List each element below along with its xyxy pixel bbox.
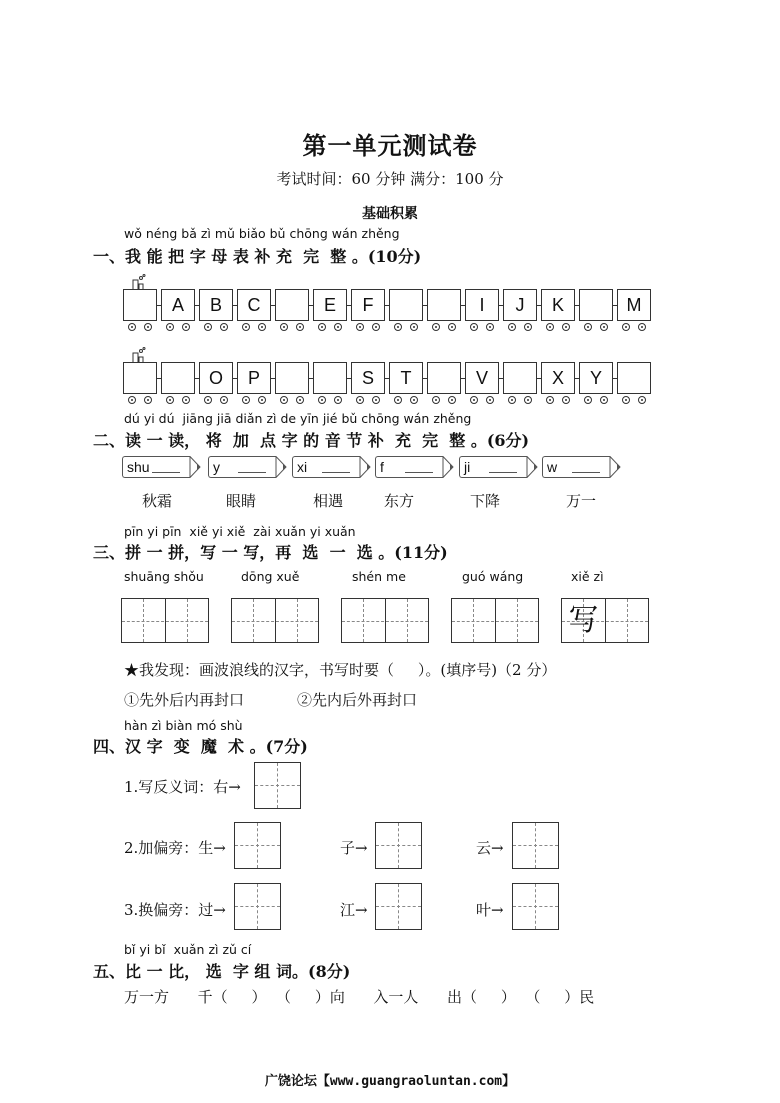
wheel-icon	[470, 396, 478, 404]
sample-character: 写	[568, 603, 599, 638]
wheel-icon	[508, 396, 516, 404]
writing-grid[interactable]	[121, 598, 209, 643]
wheel-icon	[394, 396, 402, 404]
wheel-icon	[524, 396, 532, 404]
train-car: A	[161, 289, 195, 321]
train-car	[313, 362, 347, 394]
writing-grid[interactable]	[231, 598, 319, 643]
vocab-word: 秋霜	[142, 492, 173, 510]
wheel-icon	[128, 396, 136, 404]
option-2: ②先内后外再封口	[297, 691, 418, 709]
train-car	[389, 289, 423, 321]
answer-blank[interactable]	[489, 472, 517, 473]
pinyin-pencil	[208, 456, 288, 480]
chimney-icon	[130, 347, 146, 363]
q5-pinyin: bǐ yi bǐ xuǎn zì zǔ cí	[124, 942, 252, 957]
wheel-icon	[372, 323, 380, 331]
wheel-icon	[258, 396, 266, 404]
answer-box[interactable]	[512, 883, 559, 930]
wheel-icon	[584, 396, 592, 404]
wheel-icon	[562, 396, 570, 404]
answer-box[interactable]	[512, 822, 559, 869]
train-car	[161, 362, 195, 394]
page-title: 第一单元测试卷	[302, 131, 478, 160]
pinyin-group: guó wáng	[462, 569, 524, 584]
train-engine	[123, 289, 157, 321]
wheel-icon	[356, 396, 364, 404]
pinyin-pencil	[292, 456, 372, 480]
q5-heading: 五、比 一 比， 选 字 组 词。(8分)	[93, 962, 351, 981]
train-car: V	[465, 362, 499, 394]
pencil-text: shu	[122, 456, 186, 478]
wheel-icon	[508, 323, 516, 331]
train-car: C	[237, 289, 271, 321]
wheel-icon	[144, 323, 152, 331]
train-car	[275, 362, 309, 394]
wheel-icon	[296, 396, 304, 404]
wheel-icon	[204, 323, 212, 331]
q4-heading: 四、汉 字 变 魔 术 。(7分)	[93, 737, 308, 756]
train-car	[579, 289, 613, 321]
q2-heading: 二、读 一 读， 将 加 点 字 的 音 节 补 充 完 整 。(6分)	[93, 431, 530, 450]
train-car	[427, 362, 461, 394]
wheel-icon	[128, 323, 136, 331]
q4-row2-b: 子→	[340, 839, 368, 857]
pencil-text: xi	[292, 456, 356, 478]
train-car: J	[503, 289, 537, 321]
train-car: M	[617, 289, 651, 321]
footer	[0, 1070, 780, 1089]
pinyin-group: xiě zì	[571, 569, 604, 584]
wheel-icon	[410, 323, 418, 331]
wheel-icon	[448, 396, 456, 404]
wheel-icon	[182, 323, 190, 331]
exam-info: 考试时间：60 分钟 满分：100 分	[276, 170, 504, 188]
wheel-icon	[296, 323, 304, 331]
answer-box[interactable]	[234, 822, 281, 869]
wheel-icon	[258, 323, 266, 331]
wheel-icon	[600, 396, 608, 404]
q4-row2-label: 2.加偏旁：生→	[124, 839, 226, 857]
wheel-icon	[600, 323, 608, 331]
chimney-icon	[130, 274, 146, 290]
wheel-icon	[394, 323, 402, 331]
option-1: ①先外后内再封口	[124, 691, 245, 709]
wheel-icon	[318, 323, 326, 331]
pencil-tip-icon	[184, 456, 202, 478]
answer-blank[interactable]	[238, 472, 266, 473]
train-car: S	[351, 362, 385, 394]
wheel-icon	[280, 396, 288, 404]
train-car	[617, 362, 651, 394]
vocab-word: 眼睛	[226, 492, 257, 510]
writing-grid[interactable]	[341, 598, 429, 643]
wheel-icon	[524, 323, 532, 331]
footer-prefix: 广饶论坛【	[264, 1074, 330, 1089]
pencil-text: f	[375, 456, 439, 478]
vocab-word: 下降	[470, 492, 501, 510]
wheel-icon	[622, 323, 630, 331]
pinyin-pencil	[122, 456, 202, 480]
q1-pinyin: wǒ néng bǎ zì mǔ biǎo bǔ chōng wán zhěng	[124, 226, 400, 241]
train-car: I	[465, 289, 499, 321]
train-car: X	[541, 362, 575, 394]
train-car: P	[237, 362, 271, 394]
wheel-icon	[242, 396, 250, 404]
q4-row3-b: 江→	[340, 901, 368, 919]
pinyin-group: dōng xuě	[241, 569, 300, 584]
pencil-text: ji	[459, 456, 523, 478]
wheel-icon	[448, 323, 456, 331]
q2-pinyin: dú yi dú jiāng jiā diǎn zì de yīn jié bǔ chōng wán zhěng	[124, 411, 472, 426]
train-car: K	[541, 289, 575, 321]
pencil-tip-icon	[604, 456, 622, 478]
writing-grid[interactable]	[451, 598, 539, 643]
wheel-icon	[220, 396, 228, 404]
wheel-icon	[638, 323, 646, 331]
q4-row2-c: 云→	[476, 839, 504, 857]
q5-word-line: 万一方 千（ ） （ ）向 入一人 出（ ） （ ）民	[124, 988, 595, 1006]
train-car	[427, 289, 461, 321]
wheel-icon	[166, 396, 174, 404]
train-car: F	[351, 289, 385, 321]
pencil-tip-icon	[521, 456, 539, 478]
wheel-icon	[470, 323, 478, 331]
footer-suffix: 】	[502, 1074, 516, 1089]
wheel-icon	[280, 323, 288, 331]
wheel-icon	[182, 396, 190, 404]
train-car: E	[313, 289, 347, 321]
vocab-word: 相遇	[313, 492, 344, 510]
pencil-text: y	[208, 456, 272, 478]
pinyin-group: shuāng shǒu	[124, 569, 204, 584]
answer-blank[interactable]	[152, 472, 180, 473]
wheel-icon	[410, 396, 418, 404]
wheel-icon	[334, 323, 342, 331]
train-car: O	[199, 362, 233, 394]
wheel-icon	[432, 323, 440, 331]
train-car	[275, 289, 309, 321]
q4-row3-label: 3.换偏旁：过→	[124, 901, 226, 919]
q4-pinyin: hàn zì biàn mó shù	[124, 718, 243, 733]
answer-blank[interactable]	[572, 472, 600, 473]
footer-url[interactable]: www.guangraoluntan.com	[329, 1074, 503, 1089]
pinyin-group: shén me	[352, 569, 406, 584]
answer-blank[interactable]	[322, 472, 350, 473]
wheel-icon	[220, 323, 228, 331]
answer-box[interactable]	[375, 883, 422, 930]
wheel-icon	[204, 396, 212, 404]
wheel-icon	[356, 323, 364, 331]
pencil-tip-icon	[270, 456, 288, 478]
pinyin-pencil	[459, 456, 539, 480]
pencil-tip-icon	[354, 456, 372, 478]
train-engine	[123, 362, 157, 394]
wheel-icon	[144, 396, 152, 404]
train-car	[503, 362, 537, 394]
q3-pinyin: pīn yi pīn xiě yi xiě zài xuǎn yi xuǎn	[124, 524, 356, 539]
wheel-icon	[372, 396, 380, 404]
wheel-icon	[166, 323, 174, 331]
vocab-word: 万一	[566, 492, 597, 510]
wheel-icon	[562, 323, 570, 331]
answer-blank[interactable]	[405, 472, 433, 473]
wheel-icon	[638, 396, 646, 404]
discovery-prompt: ★我发现：画波浪线的汉字，书写时要（ ）。(填序号)（2 分）	[124, 661, 557, 679]
wheel-icon	[432, 396, 440, 404]
q3-heading: 三、拼 一 拼，写 一 写，再 选 一 选 。(11分)	[93, 543, 448, 562]
train-car: T	[389, 362, 423, 394]
wheel-icon	[318, 396, 326, 404]
wheel-icon	[334, 396, 342, 404]
q4-row3-c: 叶→	[476, 901, 504, 919]
section-label: 基础积累	[362, 206, 418, 222]
answer-box[interactable]	[375, 822, 422, 869]
writing-grid[interactable]	[561, 598, 649, 643]
train-car: B	[199, 289, 233, 321]
vocab-word: 东方	[384, 492, 415, 510]
answer-box[interactable]	[254, 762, 301, 809]
wheel-icon	[546, 323, 554, 331]
q1-heading: 一、我 能 把 字 母 表 补 充 完 整 。(10分)	[93, 247, 422, 266]
pencil-tip-icon	[437, 456, 455, 478]
pencil-text: w	[542, 456, 606, 478]
pinyin-pencil	[542, 456, 622, 480]
answer-box[interactable]	[234, 883, 281, 930]
wheel-icon	[584, 323, 592, 331]
pinyin-pencil	[375, 456, 455, 480]
wheel-icon	[546, 396, 554, 404]
train-car: Y	[579, 362, 613, 394]
q4-row1-label: 1.写反义词：右→	[124, 778, 241, 796]
wheel-icon	[242, 323, 250, 331]
wheel-icon	[486, 323, 494, 331]
wheel-icon	[622, 396, 630, 404]
wheel-icon	[486, 396, 494, 404]
